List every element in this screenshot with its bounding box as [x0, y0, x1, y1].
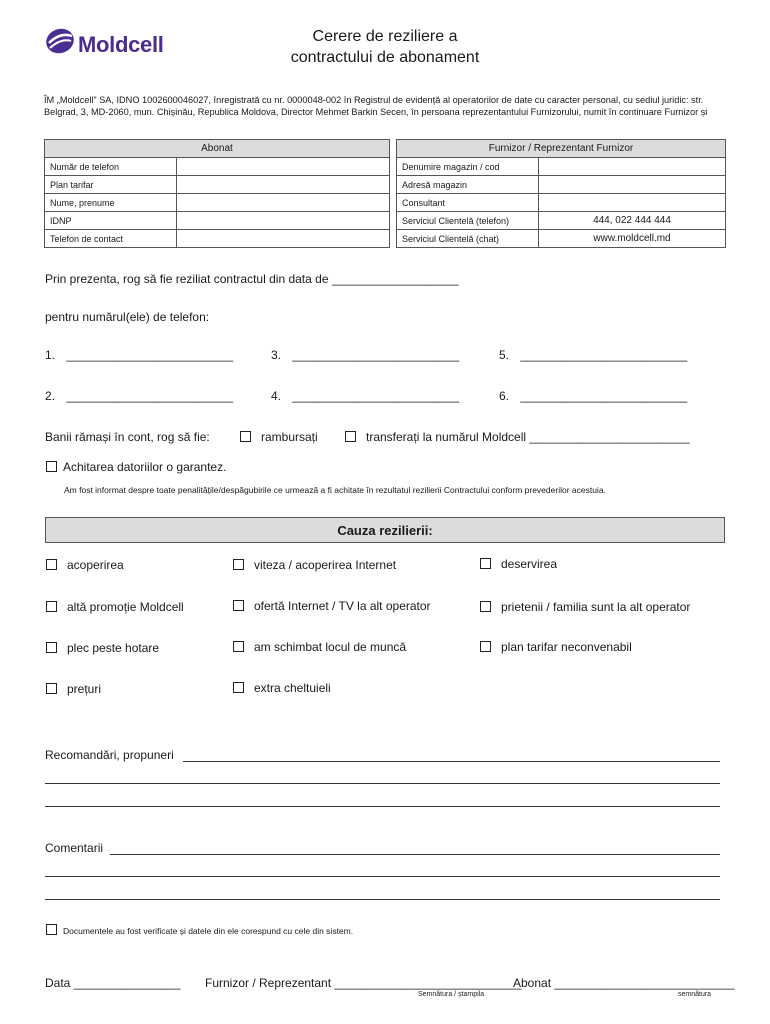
refund-label: rambursați [261, 430, 318, 444]
table-row [45, 158, 390, 176]
table-row [397, 194, 726, 212]
cause-label: prietenii / familia sunt la alt operator [501, 600, 691, 614]
cause-option[interactable] [233, 640, 406, 654]
debt-guarantee-option[interactable] [46, 460, 226, 474]
cause-option[interactable] [233, 681, 331, 695]
row-label: Serviciul Clientelă (chat) [397, 230, 539, 248]
cause-label: plec peste hotare [67, 641, 160, 655]
intro-paragraph: ÎM „Moldcell” SA, IDNO 1002600046027, înregistrată cu nr. 0000048-002 în Registrul de evidență al operatorilor de date cu caracter personal, cu sediul juridic: str. Belgrad, 3, MD-2060, mun. Chișinău, Republica Moldova, Director Mehmet Barkin Secen, în persoana reprezentantului Furnizorului, numit în continuare Furnizor și [44, 95, 708, 117]
number-slot-2[interactable] [45, 389, 233, 403]
number-slot-4[interactable] [271, 389, 459, 403]
cause-label: extra cheltuieli [254, 681, 331, 695]
subscriber-signature-field[interactable]: Abonat ___________________________ [513, 976, 735, 990]
phone-number-field[interactable] [177, 158, 390, 176]
number-slot-3[interactable] [271, 348, 459, 362]
title-line-1: Cerere de reziliere a [312, 28, 458, 45]
cause-option[interactable] [46, 641, 159, 655]
row-label: Număr de telefon [45, 158, 177, 176]
slot-blank: _________________________ [520, 348, 688, 362]
transfer-label: transferați la numărul Moldcell ________________________ [366, 430, 690, 444]
name-field[interactable] [177, 194, 390, 212]
slot-blank: _________________________ [292, 389, 460, 403]
table-row [397, 176, 726, 194]
slot-blank: _________________________ [66, 389, 234, 403]
slot-index: 6. [499, 389, 510, 403]
cause-label: viteza / acoperirea Internet [254, 558, 397, 572]
cause-label: plan tarifar neconvenabil [501, 640, 632, 654]
furnizor-table [396, 139, 726, 248]
plan-field[interactable] [177, 176, 390, 194]
moldcell-logo-icon [44, 26, 76, 56]
money-label: Banii rămași în cont, rog să fie: [45, 430, 210, 444]
logo-text: Moldcell [78, 32, 164, 57]
cause-option[interactable] [46, 600, 184, 614]
table-row [45, 212, 390, 230]
slot-blank: _________________________ [520, 389, 688, 403]
slot-index: 1. [45, 348, 56, 362]
cause-checkbox[interactable] [233, 600, 244, 611]
row-label: Denumire magazin / cod [397, 158, 539, 176]
recommendations-line[interactable] [45, 806, 720, 807]
title-line-2: contractului de abonament [290, 49, 480, 66]
recommendations-line[interactable] [45, 783, 720, 784]
table-row [397, 158, 726, 176]
row-label: Serviciul Clientelă (telefon) [397, 212, 539, 230]
store-address-field[interactable] [539, 176, 726, 194]
cause-heading: Cauza rezilierii: [45, 517, 725, 543]
verified-checkbox[interactable] [46, 924, 57, 935]
consultant-field[interactable] [539, 194, 726, 212]
transfer-checkbox[interactable] [345, 431, 356, 442]
table-row [45, 194, 390, 212]
number-slot-5[interactable] [499, 348, 687, 362]
cause-checkbox[interactable] [46, 642, 57, 653]
slot-index: 3. [271, 348, 282, 362]
contact-phone-field[interactable] [177, 230, 390, 248]
cause-checkbox[interactable] [480, 558, 491, 569]
row-label: IDNP [45, 212, 177, 230]
cause-checkbox[interactable] [233, 682, 244, 693]
cause-option[interactable] [233, 558, 396, 572]
row-label: Nume, prenume [45, 194, 177, 212]
slot-blank: _________________________ [292, 348, 460, 362]
table-row [45, 230, 390, 248]
recommendations-label: Recomandări, propuneri [45, 748, 174, 762]
cause-label: acoperirea [67, 558, 124, 572]
cause-checkbox[interactable] [233, 559, 244, 570]
row-label: Consultant [397, 194, 539, 212]
table-row [397, 212, 726, 230]
row-label: Plan tarifar [45, 176, 177, 194]
row-label: Telefon de contact [45, 230, 177, 248]
document-title [230, 26, 540, 68]
moldcell-logo [44, 26, 174, 66]
abonat-table [44, 139, 390, 248]
cause-checkbox[interactable] [46, 683, 57, 694]
store-field[interactable] [539, 158, 726, 176]
cause-option[interactable] [233, 599, 431, 613]
debt-checkbox[interactable] [46, 461, 57, 472]
recommendations-line[interactable] [183, 761, 720, 762]
cause-option[interactable] [480, 557, 557, 571]
comments-label: Comentarii [45, 841, 104, 855]
cause-label: altă promoție Moldcell [67, 600, 184, 614]
row-label: Adresă magazin [397, 176, 539, 194]
slot-blank: _________________________ [66, 348, 234, 362]
cause-label: am schimbat locul de muncă [254, 640, 407, 654]
number-slot-1[interactable] [45, 348, 233, 362]
cause-label: deservirea [501, 557, 558, 571]
provider-signature-field[interactable]: Furnizor / Reprezentant ____________________________ [205, 976, 522, 990]
furnizor-heading: Furnizor / Reprezentant Furnizor [397, 140, 726, 158]
debt-label: Achitarea datoriilor o garantez. [63, 460, 227, 474]
idnp-field[interactable] [177, 212, 390, 230]
transfer-option[interactable] [345, 430, 690, 444]
comments-line[interactable] [110, 854, 720, 855]
provider-signature-caption: Semnătura / ștampila [418, 991, 485, 998]
phone-numbers-label: pentru numărul(ele) de telefon: [45, 310, 210, 324]
date-field[interactable]: Data ________________ [45, 976, 181, 990]
service-phone-value: 444, 022 444 444 [539, 212, 726, 230]
cause-checkbox[interactable] [46, 601, 57, 612]
slot-index: 5. [499, 348, 510, 362]
cause-checkbox[interactable] [480, 601, 491, 612]
cause-option[interactable] [46, 682, 101, 696]
refund-checkbox[interactable] [240, 431, 251, 442]
service-chat-value: www.moldcell.md [539, 230, 726, 248]
cause-label: prețuri [67, 682, 102, 696]
cause-checkbox[interactable] [480, 641, 491, 652]
abonat-heading: Abonat [45, 140, 390, 158]
termination-date-line: Prin prezenta, rog să fie reziliat contractul din data de ___________________ [45, 272, 459, 286]
cause-option[interactable] [480, 640, 632, 654]
table-row [397, 230, 726, 248]
slot-index: 4. [271, 389, 282, 403]
informed-statement: Am fost informat despre toate penalitățile/despăgubirile ce urmează a fi achitate în rezultatul rezilierii Contractului conform prevederilor acestuia. [64, 485, 606, 495]
number-slot-6[interactable] [499, 389, 687, 403]
cause-checkbox[interactable] [46, 559, 57, 570]
cause-checkbox[interactable] [233, 641, 244, 652]
cause-label: ofertă Internet / TV la alt operator [254, 599, 431, 613]
table-row [45, 176, 390, 194]
cause-option[interactable] [46, 558, 124, 572]
comments-line[interactable] [45, 899, 720, 900]
verified-label: Documentele au fost verificate și datele din ele corespund cu cele din sistem. [63, 926, 354, 936]
slot-index: 2. [45, 389, 56, 403]
verified-option[interactable] [46, 924, 353, 936]
comments-line[interactable] [45, 876, 720, 877]
refund-option[interactable] [240, 430, 318, 444]
subscriber-signature-caption: semnătura [678, 991, 712, 998]
cause-option[interactable] [480, 600, 690, 614]
